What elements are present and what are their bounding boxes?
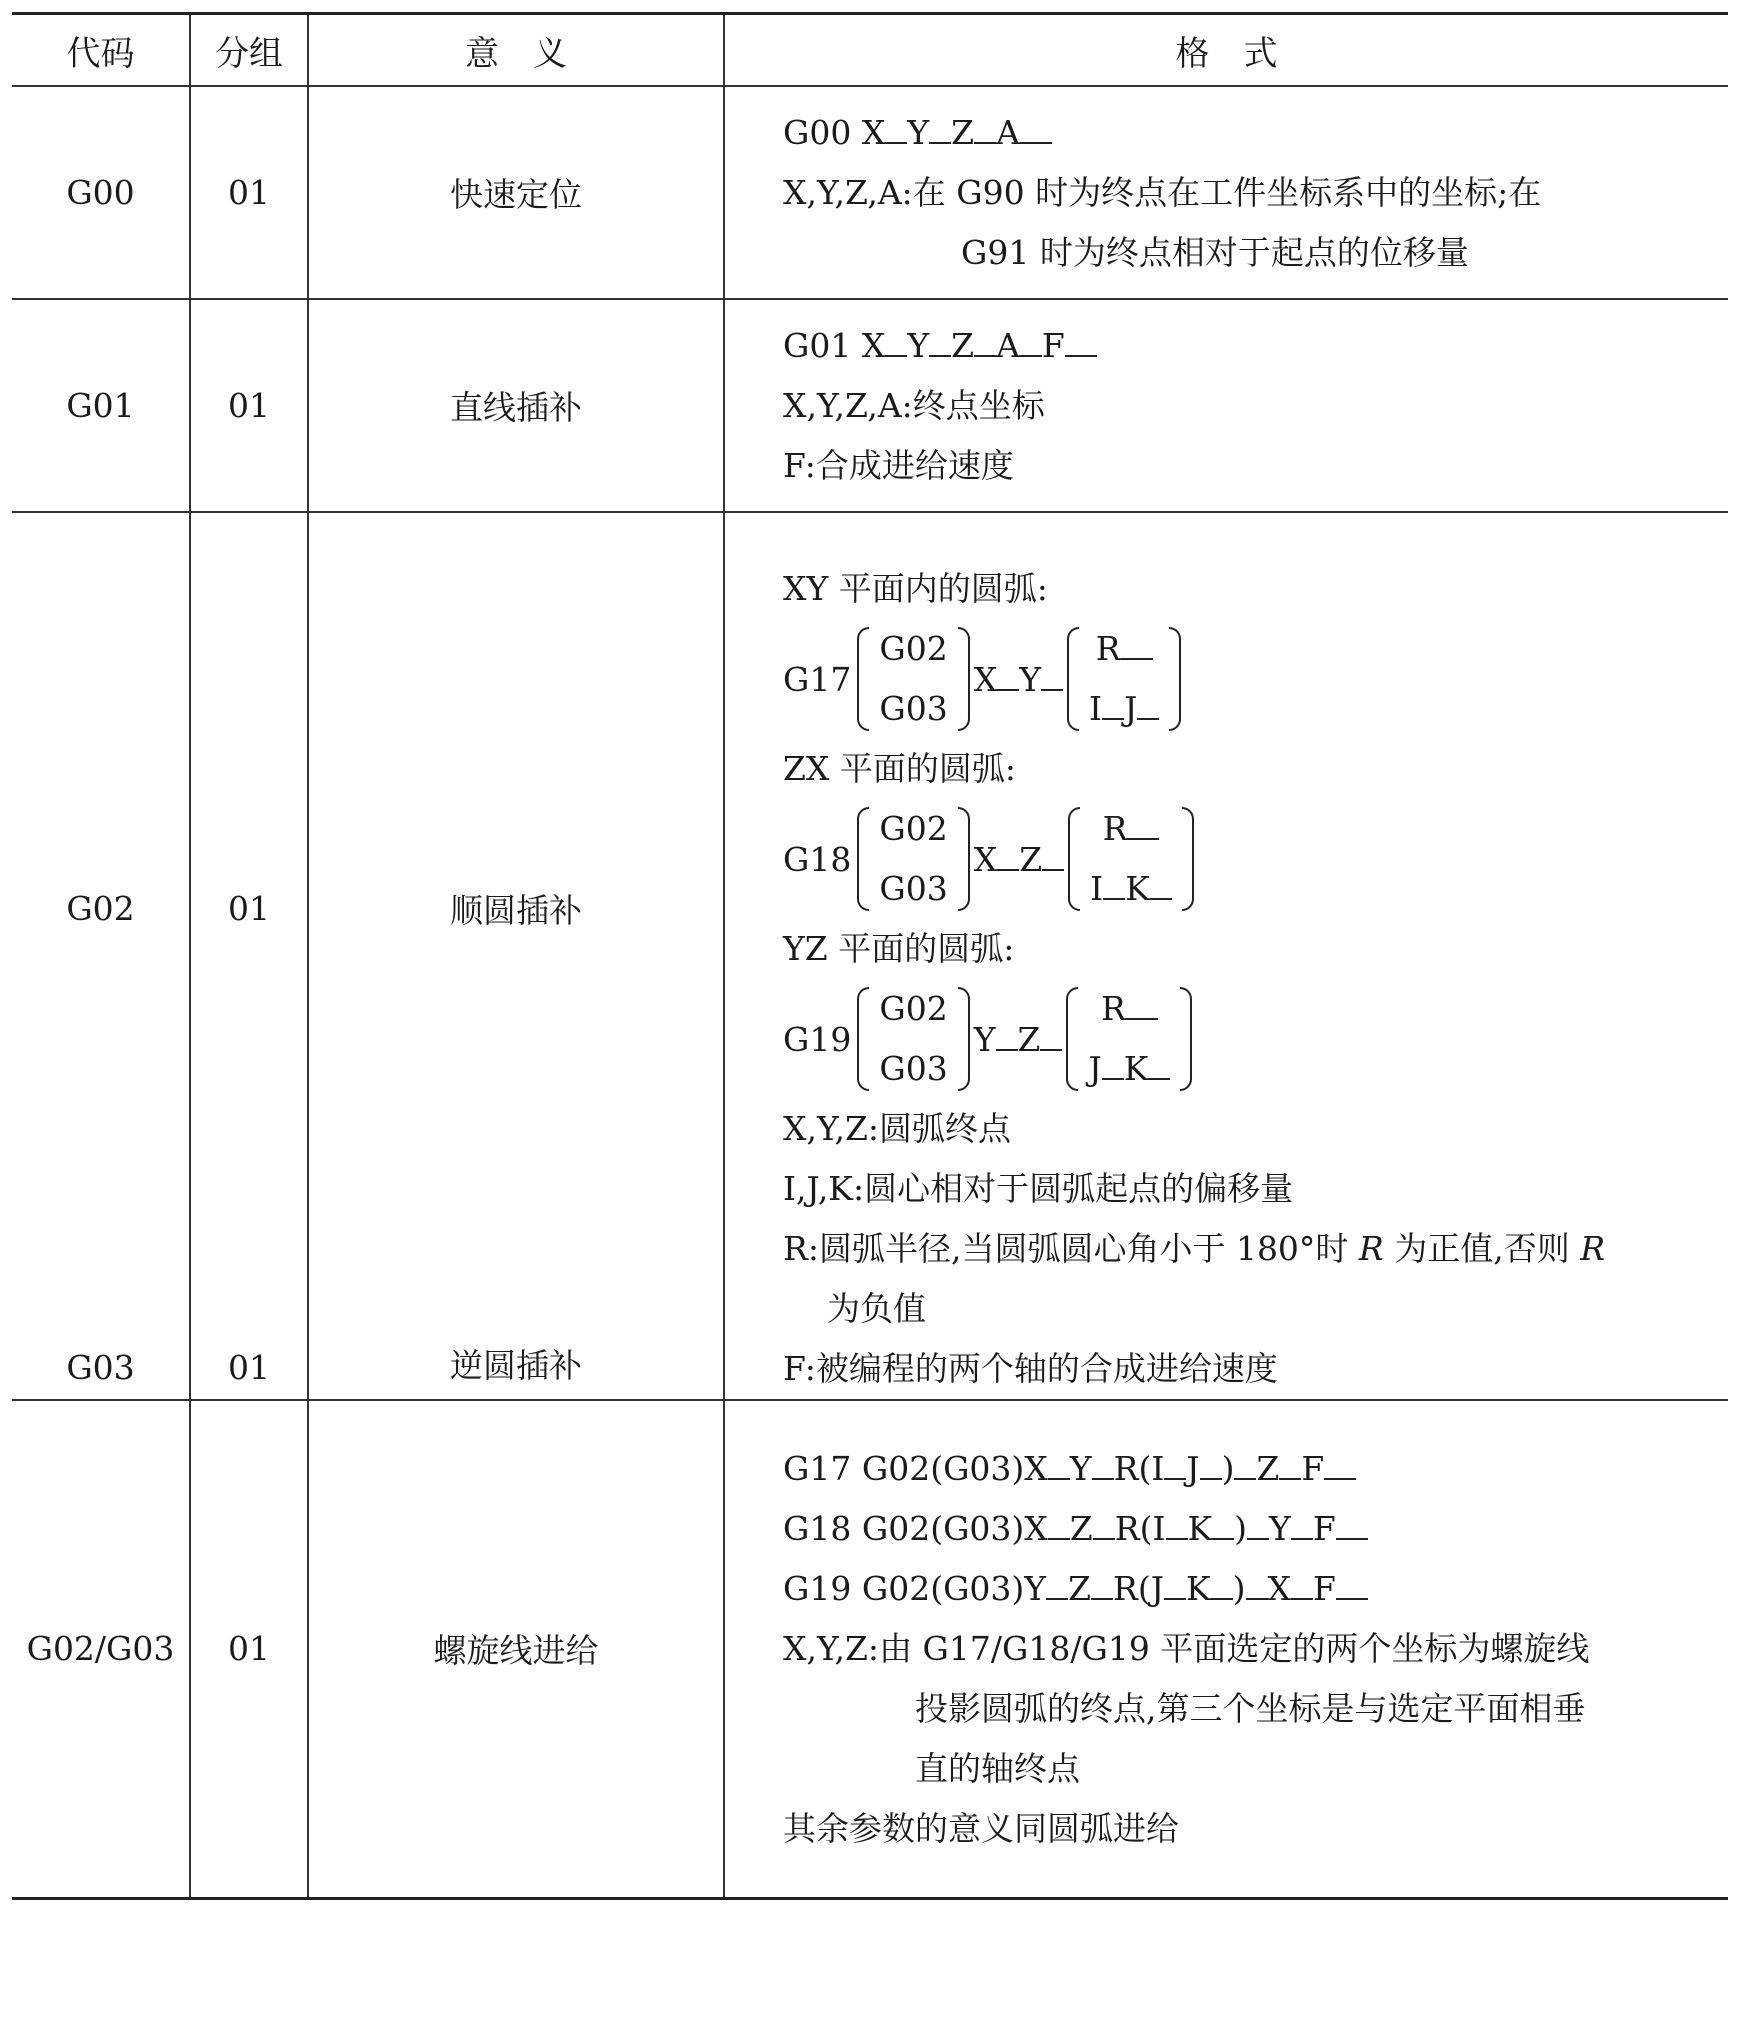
format-line: 投影圆弧的终点,第三个坐标是与选定平面相垂: [915, 1688, 1586, 1728]
brace-expression-xy: G17 G02 G03 X Y R I J: [783, 619, 1712, 739]
format-line: G19 G02(G03)Y Z R(J K ) X F: [783, 1559, 1712, 1619]
cell-code: G02/G03: [12, 1400, 190, 1898]
cell-format: [724, 299, 1728, 512]
format-line: X,Y,Z,A:终点坐标: [783, 385, 1045, 425]
format-line: R:圆弧半径,当圆弧圆心角小于 180°时 R 为正值,否则 R: [783, 1229, 1606, 1268]
format-line: G17 G02(G03)X Y R(I J ) Z F: [783, 1439, 1712, 1499]
cell-group: 01: [190, 512, 308, 1304]
table-row-g02: [12, 512, 1728, 1304]
cell-code: G00: [12, 86, 190, 299]
format-line: X,Y,Z:由 G17/G18/G19 平面选定的两个坐标为螺旋线: [783, 1628, 1590, 1668]
format-line: G00 X Y Z A: [783, 103, 1712, 163]
table-row-g02-g03: [12, 1400, 1728, 1898]
format-line: 其余参数的意义同圆弧进给: [783, 1808, 1179, 1848]
table-header-row: [12, 14, 1728, 87]
cell-code: G03: [12, 1304, 190, 1400]
header-format: 格 式: [724, 14, 1728, 87]
format-line: X,Y,Z,A:在 G90 时为终点在工件坐标系中的坐标;在: [783, 172, 1542, 212]
format-line: F:被编程的两个轴的合成进给速度: [783, 1349, 1278, 1388]
right-brace: [958, 987, 970, 1091]
format-line: XY 平面内的圆弧:: [783, 569, 1048, 608]
format-line: 直的轴终点: [915, 1748, 1080, 1788]
header-meaning: 意 义: [308, 14, 724, 87]
cell-format: [724, 512, 1728, 1400]
left-brace: [857, 987, 869, 1091]
format-line: 为负值: [827, 1289, 926, 1328]
cell-meaning: 逆圆插补: [308, 1304, 724, 1400]
cell-code: G02: [12, 512, 190, 1304]
format-line: ZX 平面的圆弧:: [783, 749, 1017, 788]
right-brace: [1169, 627, 1181, 731]
format-line: F:合成进给速度: [783, 445, 1014, 485]
left-brace: [1068, 807, 1080, 911]
format-line: I,J,K:圆心相对于圆弧起点的偏移量: [783, 1169, 1294, 1208]
g-code-table: [12, 12, 1728, 1900]
brace-expression-zx: G18 G02 G03 X Z R I K: [783, 799, 1712, 919]
right-brace: [958, 627, 970, 731]
cell-group: 01: [190, 1400, 308, 1898]
right-brace: [1180, 987, 1192, 1091]
cell-meaning: 顺圆插补: [308, 512, 724, 1304]
format-line: G91 时为终点相对于起点的位移量: [961, 232, 1469, 272]
left-brace: [1066, 987, 1078, 1091]
cell-format: [724, 86, 1728, 299]
cell-code: G01: [12, 299, 190, 512]
table-row-g00: [12, 86, 1728, 299]
brace-expression-yz: G19 G02 G03 Y Z R J K: [783, 979, 1712, 1099]
cell-group: 01: [190, 1304, 308, 1400]
right-brace: [1182, 807, 1194, 911]
table-row-g01: [12, 299, 1728, 512]
cell-meaning: 螺旋线进给: [308, 1400, 724, 1898]
cell-meaning: 快速定位: [308, 86, 724, 299]
cell-format: [724, 1400, 1728, 1898]
format-line: YZ 平面的圆弧:: [783, 929, 1015, 968]
header-code: 代码: [12, 14, 190, 87]
left-brace: [857, 627, 869, 731]
format-line: X,Y,Z:圆弧终点: [783, 1109, 1012, 1148]
left-brace: [1067, 627, 1079, 731]
header-group: 分组: [190, 14, 308, 87]
format-line: G18 G02(G03)X Z R(I K ) Y F: [783, 1499, 1712, 1559]
cell-group: 01: [190, 299, 308, 512]
cell-meaning: 直线插补: [308, 299, 724, 512]
format-line: G01 X Y Z A F: [783, 316, 1712, 376]
left-brace: [857, 807, 869, 911]
cell-group: 01: [190, 86, 308, 299]
right-brace: [958, 807, 970, 911]
